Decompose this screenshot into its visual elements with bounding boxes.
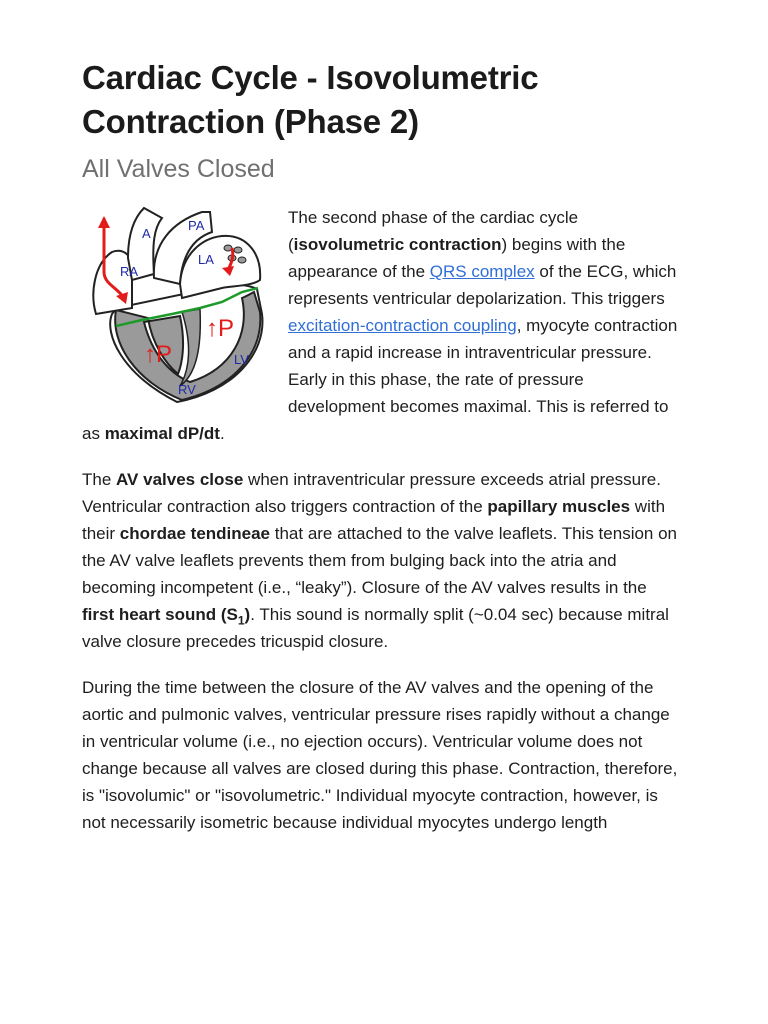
bold-run: papillary muscles — [487, 497, 631, 516]
article-body — [82, 204, 682, 836]
text-run: when intraventricular pressure exceeds atrial pressure. Ventricular contraction also triggers contraction of the — [82, 470, 661, 516]
page-title: Cardiac Cycle - Isovolumetric Contraction (Phase 2) — [82, 59, 539, 140]
bold-run-part: first heart sound (S — [82, 605, 238, 624]
bold-run-part: ) — [244, 605, 251, 624]
text-run: with their — [82, 497, 666, 543]
text-run: ) begins with the appearance of the — [288, 235, 626, 281]
text-run: The — [82, 470, 117, 489]
bold-run: maximal dP/dt — [104, 424, 220, 443]
paragraph-2 — [82, 466, 682, 655]
bold-run: chordae tendineae — [119, 524, 271, 543]
text-run: of the ECG, which represents ventricular depolarization. This triggers — [288, 262, 677, 308]
bold-run: isovolumetric contraction — [293, 235, 502, 254]
pulmonary-vein — [234, 247, 242, 253]
pulmonary-vein — [224, 245, 232, 251]
text-run: . This sound is normally split (~0.04 sec) because mitral valve closure precedes tricuspid closure. — [82, 605, 669, 651]
bold-run — [82, 605, 251, 628]
heart-diagram-svg — [82, 204, 272, 404]
label-rv: RV — [178, 382, 196, 397]
qrs-complex-link[interactable]: QRS complex — [429, 262, 535, 281]
label-la: LA — [198, 252, 214, 267]
paragraph-3: During the time between the closure of the AV valves and the opening of the aortic and pulmonic valves, ventricular pressure rises rapidly without a change in ventricular volume (i.e., no ejection occurs). Ventricular volume does not change because all valves are closed during this phase. Contraction, therefore, is "isovolumic" or "isovolumetric." Individual myocyte contraction, however, is not necessarily isometric because individual myocytes undergo length — [82, 678, 678, 832]
excitation-contraction-coupling-link[interactable]: excitation-contraction coupling — [288, 316, 517, 335]
subscript: 1 — [237, 613, 245, 628]
vena-cava-arrowtail — [98, 216, 110, 228]
text-run: , myocyte contraction and a rapid increase in intraventricular pressure. Early in this phase, the rate of pressure development becomes maximal. This is referred to as — [82, 316, 678, 443]
page-subtitle: All Valves Closed — [82, 155, 275, 183]
text-run: that are attached to the valve leaflets. This tension on the AV valve leaflets prevents them from bulging back into the atria and becoming incompetent (i.e., “leaky”). Closure of the AV valves results in the — [82, 524, 678, 597]
heart-diagram — [82, 204, 272, 404]
text-run: . — [219, 424, 225, 443]
label-lv: LV — [234, 352, 249, 367]
pulmonary-vein — [238, 257, 246, 263]
label-pa: PA — [188, 218, 205, 233]
bold-run: AV valves close — [116, 470, 244, 489]
pressure-label-lv: ↑P — [206, 315, 235, 342]
right-atrium — [93, 251, 132, 314]
pressure-label-rv: ↑P — [144, 341, 173, 368]
label-ra: RA — [120, 264, 139, 279]
article — [82, 56, 682, 836]
label-a: A — [142, 226, 151, 241]
text-run: The second phase of the cardiac cycle ( — [288, 208, 579, 254]
